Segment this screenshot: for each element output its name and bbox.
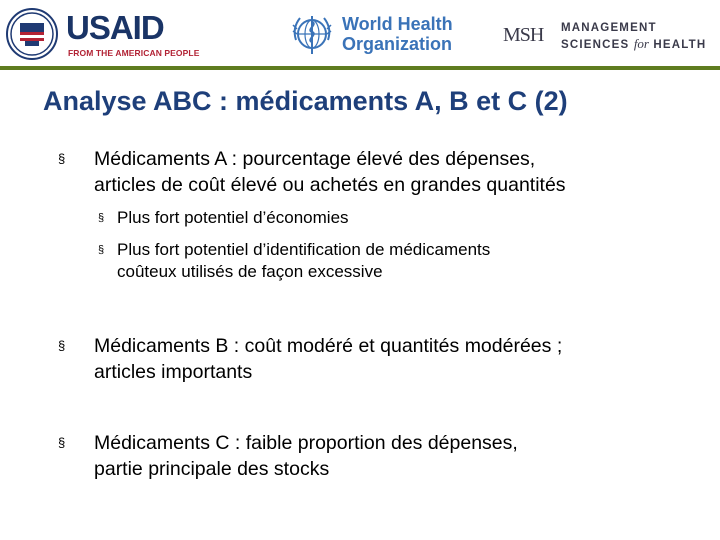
header-divider <box>0 66 720 70</box>
usaid-tagline: FROM THE AMERICAN PEOPLE <box>68 48 200 58</box>
usaid-wordmark: USAID <box>66 9 164 46</box>
bullet-item <box>58 430 698 486</box>
bullet-item <box>58 333 698 389</box>
msh-logo <box>503 12 713 58</box>
bullet-text: Médicaments C : faible proportion des dépenses, partie principale des stocks <box>94 432 518 480</box>
usaid-logo <box>6 8 200 60</box>
sub-bullet-text: Plus fort potentiel d’économies <box>117 208 349 227</box>
logo-bar <box>0 0 720 66</box>
usaid-seal-icon <box>6 8 58 60</box>
who-logo <box>288 10 458 60</box>
bullet-marker: § <box>58 151 66 166</box>
bullet-item <box>58 146 698 202</box>
slide-title: Analyse ABC : médicaments A, B et C (2) <box>43 86 568 116</box>
sub-bullet-marker: § <box>98 244 105 256</box>
bullet-text: Médicaments A : pourcentage élevé des dépenses, articles de coût élevé ou achetés en grandes quantités <box>94 148 566 196</box>
msh-mark: MSH <box>503 24 544 46</box>
sub-bullet-item <box>98 207 698 229</box>
who-wordmark: World Health Organization <box>342 14 453 54</box>
bullet-marker: § <box>58 435 66 450</box>
who-emblem-icon <box>288 10 336 58</box>
msh-wordmark: MANAGEMENT SCIENCES for HEALTH <box>561 22 707 51</box>
bullet-text: Médicaments B : coût modéré et quantités modérées ; articles importants <box>94 335 563 383</box>
sub-bullet-marker: § <box>98 212 105 224</box>
sub-bullet-text: Plus fort potentiel d’identification de médicaments coûteux utilisés de façon excessive <box>117 240 491 281</box>
sub-bullet-item <box>98 239 698 287</box>
bullet-marker: § <box>58 338 66 353</box>
